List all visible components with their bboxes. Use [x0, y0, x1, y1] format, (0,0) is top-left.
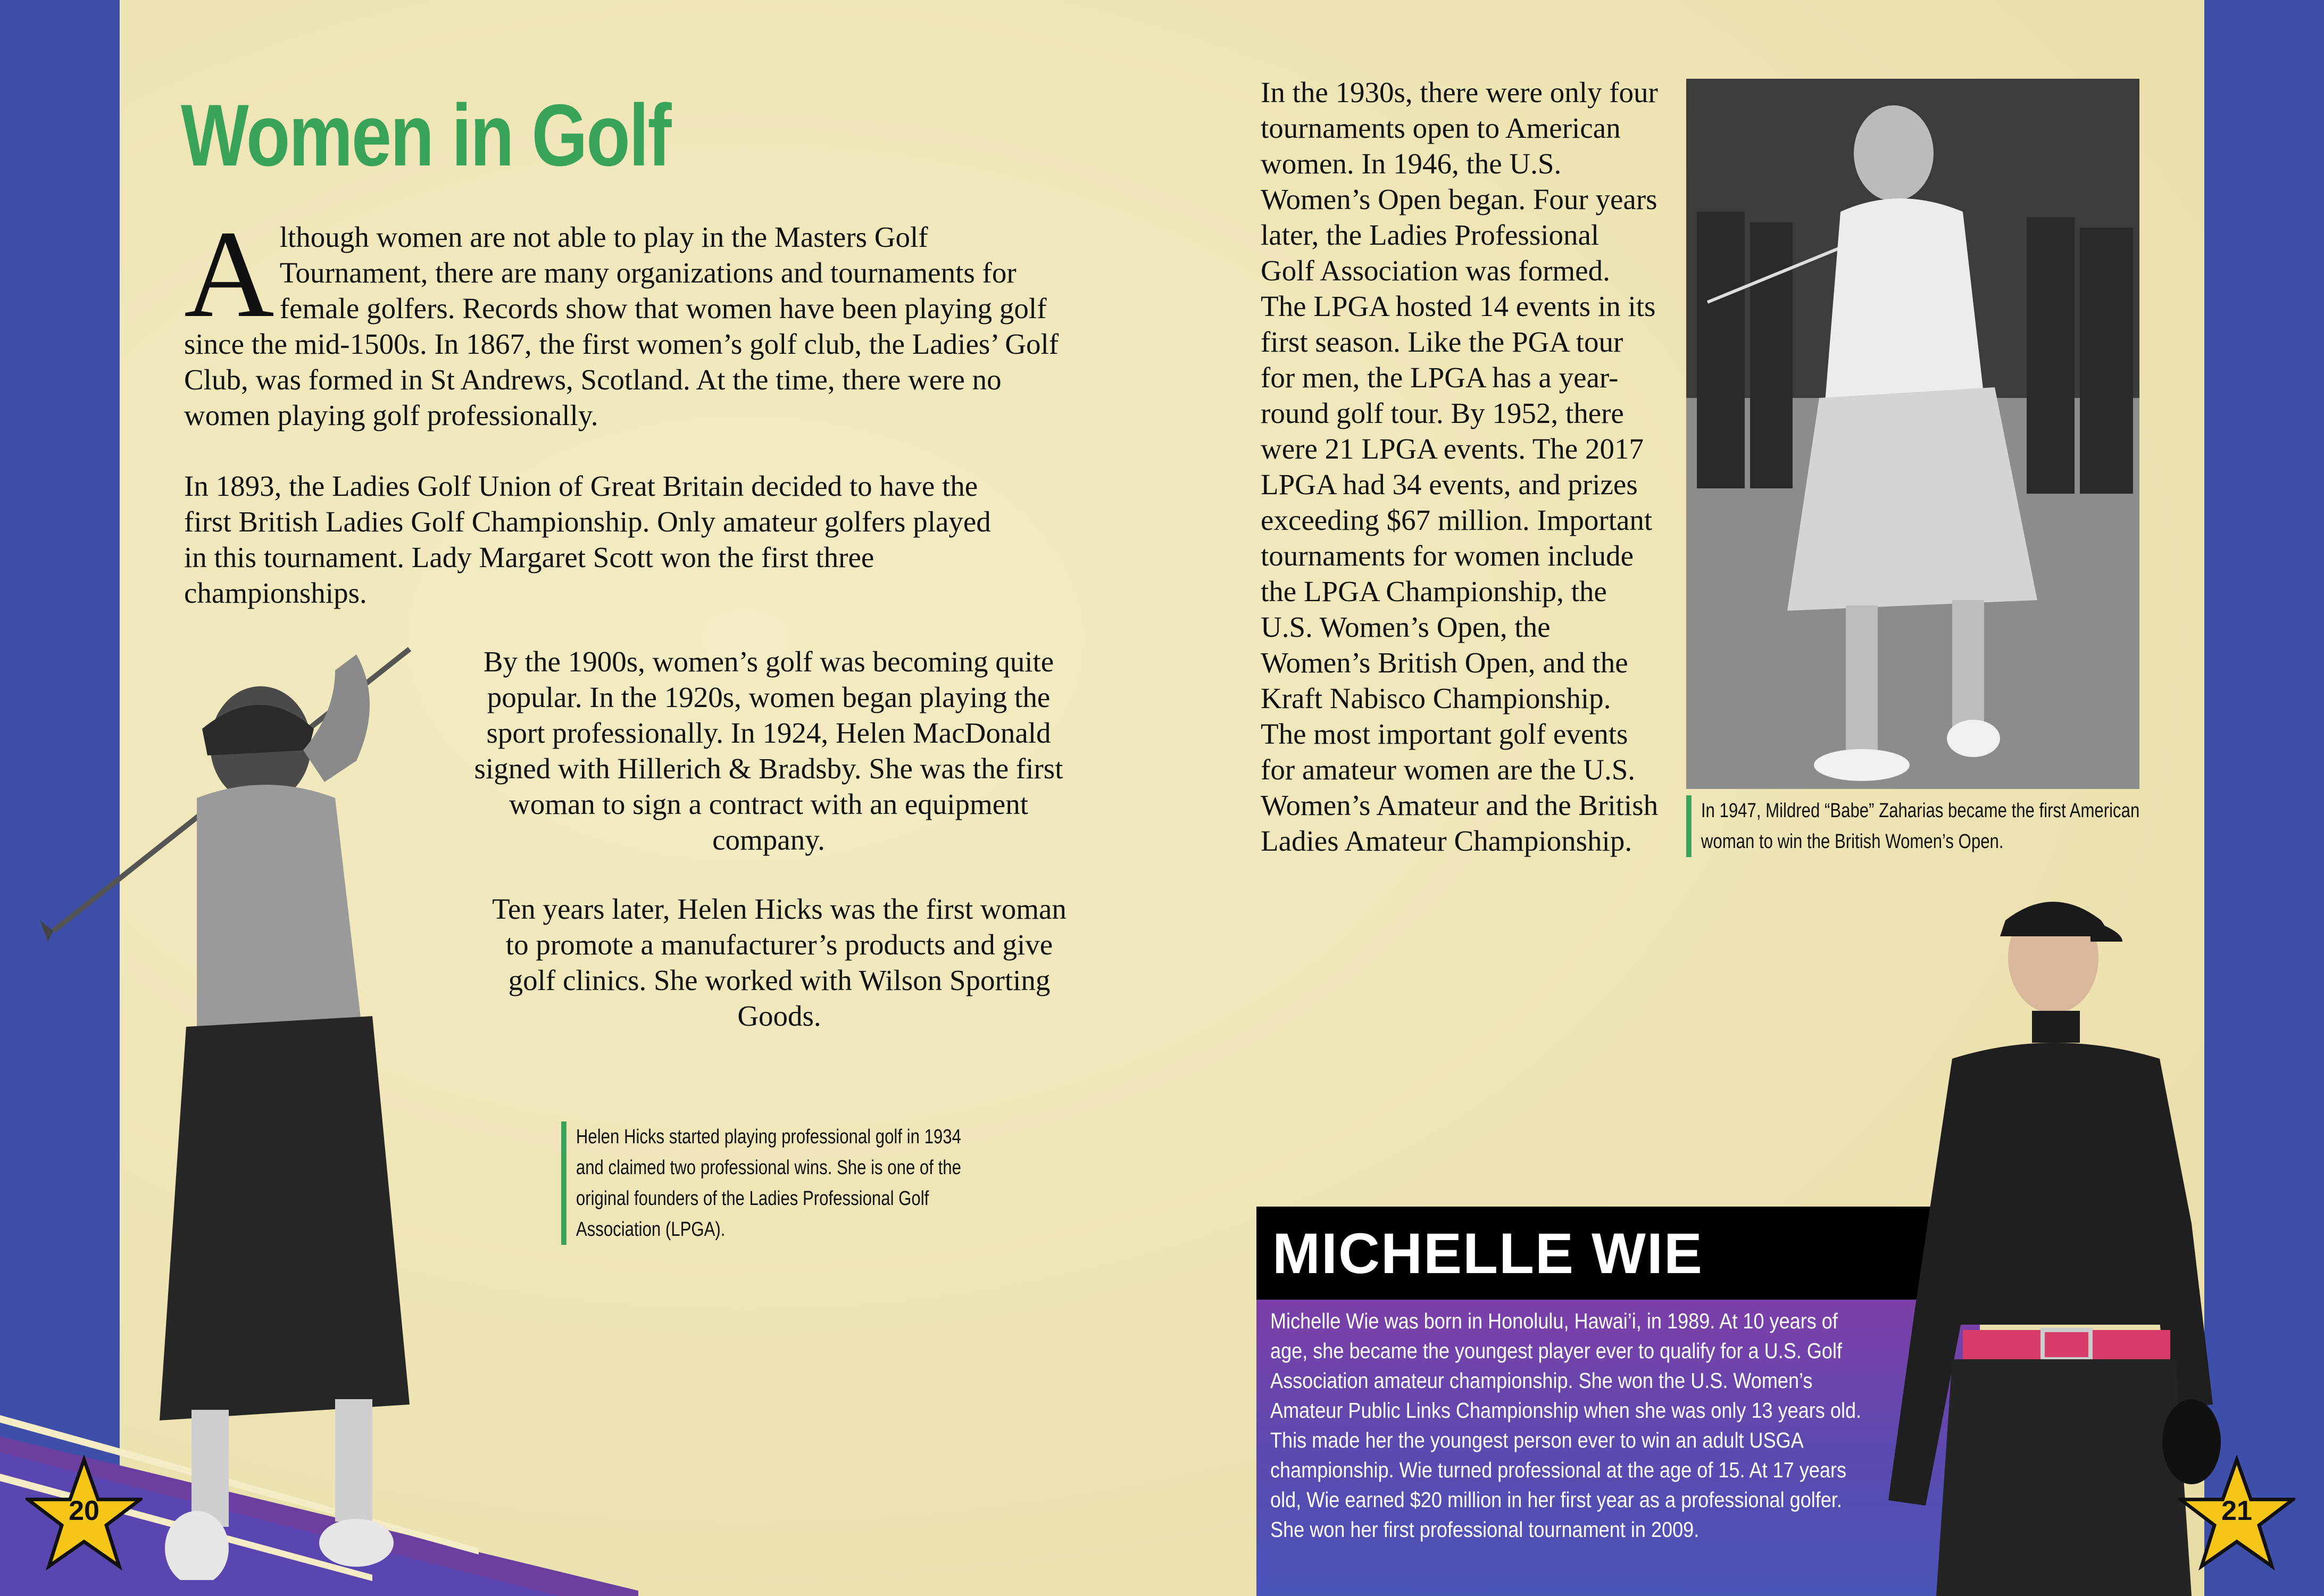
paragraph-1893: In 1893, the Ladies Golf Union of Great Britain decided to have the first British Ladies Golf Championship. Only amateur golfers played in this tournament. Lady Margaret Scott won the first three championships. [184, 470, 991, 609]
right-column-text: In the 1930s, there were only four tournaments open to American women. In 1946, the U.S. Women’s Open began. Four years later, the Ladies Professional Golf Association was formed. The LPGA hosted 14 events in its first season. Like the PGA tour for men, the LPGA has a year-round golf tour. By 1952, there were 21 LPGA events. The 2017 LPGA had 34 events, and prizes exceeding $67 million. Important tournaments for women include the LPGA Championship, the U.S. Women’s Open, the Women’s British Open, and the Kraft Nabisco Championship. The most important golf events for amateur women are the U.S. Women’s Amateur and the British Ladies Amateur Championship. [1261, 76, 1659, 857]
feature-text: Michelle Wie was born in Honolulu, Hawai’i, in 1989. At 10 years of age, she became the youngest player ever to qualify for a U.S. Golf Association amateur championship. She won the U.S. Women’s Amateur Public Links Championship when she was only 13 years old. This made her the youngest person ever to win an adult USGA championship. Wie turned professional at the age of 15. At 17 years old, Wie earned $20 million in her first year as a professional golfer. She won her first professional tournament in 2009. [1270, 1309, 1862, 1542]
babe-zaharias-caption: In 1947, Mildred “Babe” Zaharias became the first American woman to win the British Women’s Open. [1686, 795, 2181, 857]
drop-cap: A [184, 205, 274, 343]
intro-paragraph [184, 205, 1078, 433]
page-title: Women in Golf [181, 86, 671, 184]
babe-zaharias-photo [1686, 79, 2139, 789]
helen-hicks-photo [37, 622, 516, 1580]
intro-text: lthough women are not able to play in the Masters Golf Tournament, there are many organizations and tournaments for female golfers. Records show that women have been playing golf since the mid-1500s. In 1867, the first women’s golf club, the Ladies’ Golf Club, was formed in St Andrews, Scotland. At the time, there were no women playing golf professionally. [184, 221, 1059, 431]
page-number-left: 20 [69, 1495, 99, 1526]
helen-hicks-caption: Helen Hicks started playing professional golf in 1934 and claimed two professional wins. She is one of the original founders of the Ladies Professional Golf Association (LPGA). [561, 1121, 990, 1245]
feature-title: MICHELLE WIE [1256, 1207, 1932, 1300]
paragraph-helen-hicks: Ten years later, Helen Hicks was the first woman to promote a manufacturer’s products and give golf clinics. She worked with Wilson Sporting Goods. [492, 893, 1067, 1032]
page-number-right: 21 [2221, 1495, 2252, 1526]
paragraph-1900s: By the 1900s, women’s golf was becoming quite popular. In the 1920s, women began playing the sport professionally. In 1924, Helen MacDonald signed with Hillerich & Bradsby. She was the first woman to sign a contract with an equipment company. [474, 645, 1063, 856]
